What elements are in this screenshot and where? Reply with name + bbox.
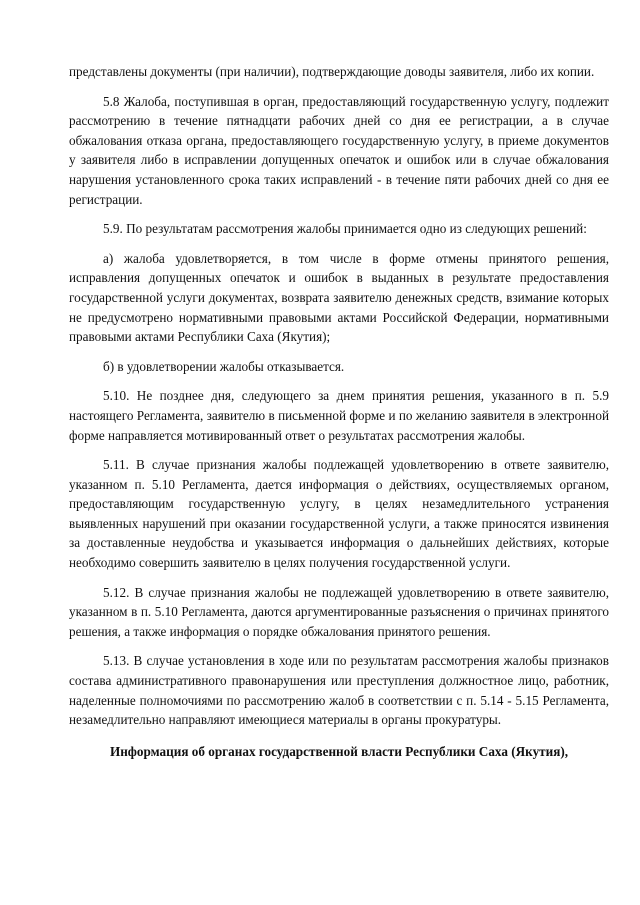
- paragraph-5-13: 5.13. В случае установления в ходе или по результатам рассмотрения жалобы признаков состава административного правонарушения или преступления должностное лицо, работник, наделенные полномочиями по рассмотрению жалоб в соответствии с п. 5.14 - 5.15 Регламента, незамедлительно направляют имеющиеся материалы в органы прокуратуры.: [69, 653, 609, 728]
- paragraph-5-9-b: б) в удовлетворении жалобы отказывается.: [103, 358, 345, 374]
- paragraph-continuation: представлены документы (при наличии), подтверждающие доводы заявителя, либо их копии.: [69, 64, 595, 79]
- paragraph-5-9-a: а) жалоба удовлетворяется, в том числе в форме отмены принятого решения, исправления допущенных опечаток и ошибок в выданных в результате предоставления государственной услуги документах, возврата заявителю денежных средств, взимание которых не предусмотрено нормативными правовыми актами Российской Федерации, нормативными правовыми актами Республики Саха (Якутия);: [69, 250, 609, 345]
- paragraph-5-10: 5.10. Не позднее дня, следующего за днем принятия решения, указанного в п. 5.9 настоящего Регламента, заявителю в письменной форме и по желанию заявителя в электронной форме направляется мотивированный ответ о результатах рассмотрения жалобы.: [69, 388, 609, 443]
- paragraph-5-8: 5.8 Жалоба, поступившая в орган, предоставляющий государственную услугу, подлежит рассмотрению в течение пятнадцати рабочих дней со дня ее регистрации, а в случае обжалования отказа органа, предоставляющего государственную услугу, в приеме документов у заявителя либо в исправлении допущенных опечаток и ошибок или в случае обжалования нарушения установленного срока таких исправлений - в течение пяти рабочих дней со дня ее регистрации.: [69, 93, 609, 207]
- section-heading: Информация об органах государственной власти Республики Саха (Якутия),: [109, 743, 569, 759]
- document-page: [69, 62, 609, 761]
- paragraph-5-12: 5.12. В случае признания жалобы не подлежащей удовлетворению в ответе заявителю, указанном в п. 5.10 Регламента, даются аргументированные разъяснения о причинах принятого решения, а также информация о порядке обжалования принятого решения.: [69, 584, 609, 639]
- paragraph-5-9: 5.9. По результатам рассмотрения жалобы принимается одно из следующих решений:: [103, 221, 587, 237]
- paragraph-5-11: 5.11. В случае признания жалобы подлежащей удовлетворению в ответе заявителю, указанном п. 5.10 Регламента, дается информация о действиях, осуществляемых органом, предоставляющим государственную услугу, в целях незамедлительного устранения выявленных нарушений при оказании государственной услуги, а также приносятся извинения за доставленные неудобства и указывается информация о дальнейших действиях, которые необходимо совершить заявителю в целях получения государственной услуги.: [69, 457, 609, 571]
